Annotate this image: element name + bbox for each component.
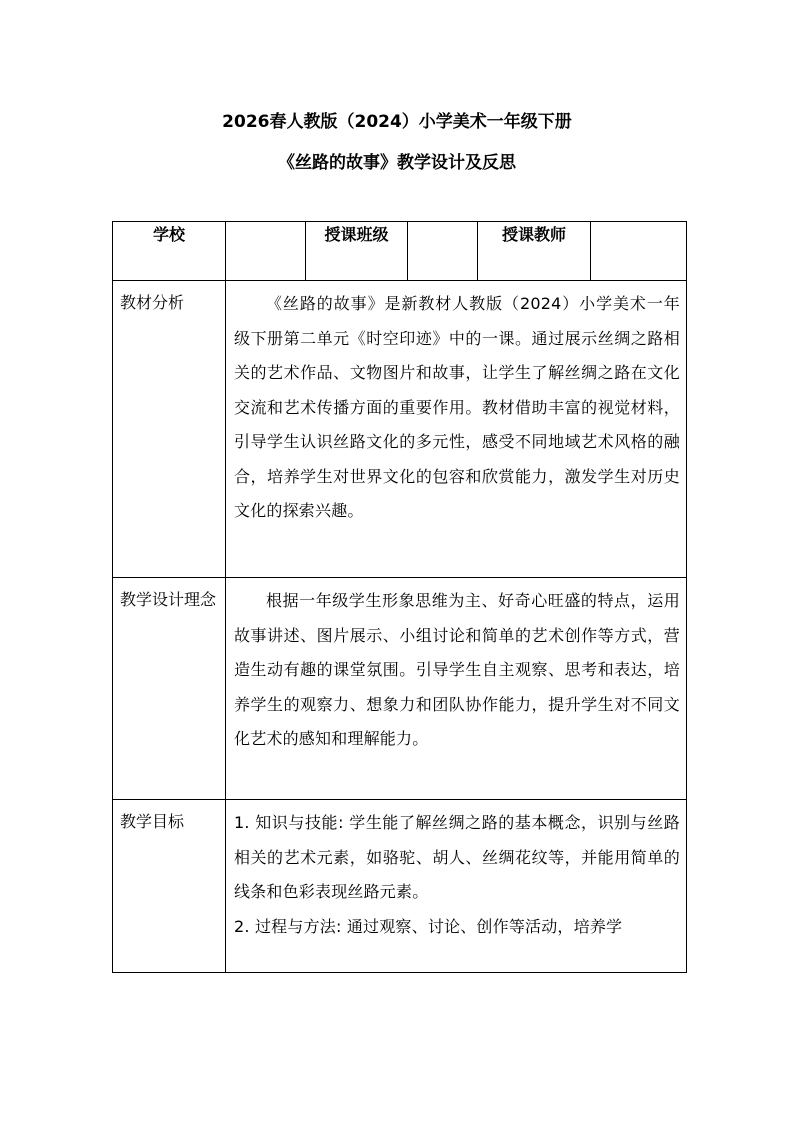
teacher-value-cell[interactable] (591, 222, 687, 281)
document-title: 2026春人教版（2024）小学美术一年级下册 (222, 112, 572, 132)
school-label: 学校 (113, 222, 226, 281)
class-label: 授课班级 (306, 222, 408, 281)
analysis-text: 《丝路的故事》是新教材人教版（2024）小学美术一年级下册第二单元《时空印迹》中的一课。通过展示丝绸之路相关的艺术作品、文物图片和故事，让学生了解丝绸之路在文化交流和艺术传播方面的重要作用。教材借助丰富的视觉材料，引导学生认识丝路文化的多元性，感受不同地域艺术风格的融合，培养学生对世界文化的包容和欣赏能力，激发学生对历史文化的探索兴趣。 (234, 294, 680, 520)
concept-text: 根据一年级学生形象思维为主、好奇心旺盛的特点，运用故事讲述、图片展示、小组讨论和简单的艺术创作等方式，营造生动有趣的课堂氛围。引导学生自主观察、思考和表达，培养学生的观察力、想象力和团队协作能力，提升学生对不同文化艺术的感知和理解能力。 (234, 591, 680, 748)
analysis-content (226, 281, 687, 578)
goals-content (226, 800, 687, 973)
analysis-label: 教材分析 (113, 281, 226, 578)
goal-item-1: 1. 知识与技能: 学生能了解丝绸之路的基本概念，识别与丝路相关的艺术元素，如骆驼、胡人、丝绸花纹等，并能用简单的线条和色彩表现丝路元素。 (234, 813, 680, 901)
class-value-cell[interactable] (408, 222, 478, 281)
concept-label: 教学设计理念 (113, 578, 226, 800)
school-value-cell[interactable] (226, 222, 306, 281)
concept-row (113, 578, 687, 800)
analysis-row (113, 281, 687, 578)
lesson-plan-table (112, 221, 687, 973)
goals-label: 教学目标 (113, 800, 226, 973)
header-row (113, 222, 687, 281)
document-subtitle: 《丝路的故事》教学设计及反思 (278, 153, 516, 173)
goals-row (113, 800, 687, 973)
goal-item-2: 2. 过程与方法: 通过观察、讨论、创作等活动，培养学 (234, 916, 623, 936)
concept-content (226, 578, 687, 800)
teacher-label: 授课教师 (478, 222, 591, 281)
